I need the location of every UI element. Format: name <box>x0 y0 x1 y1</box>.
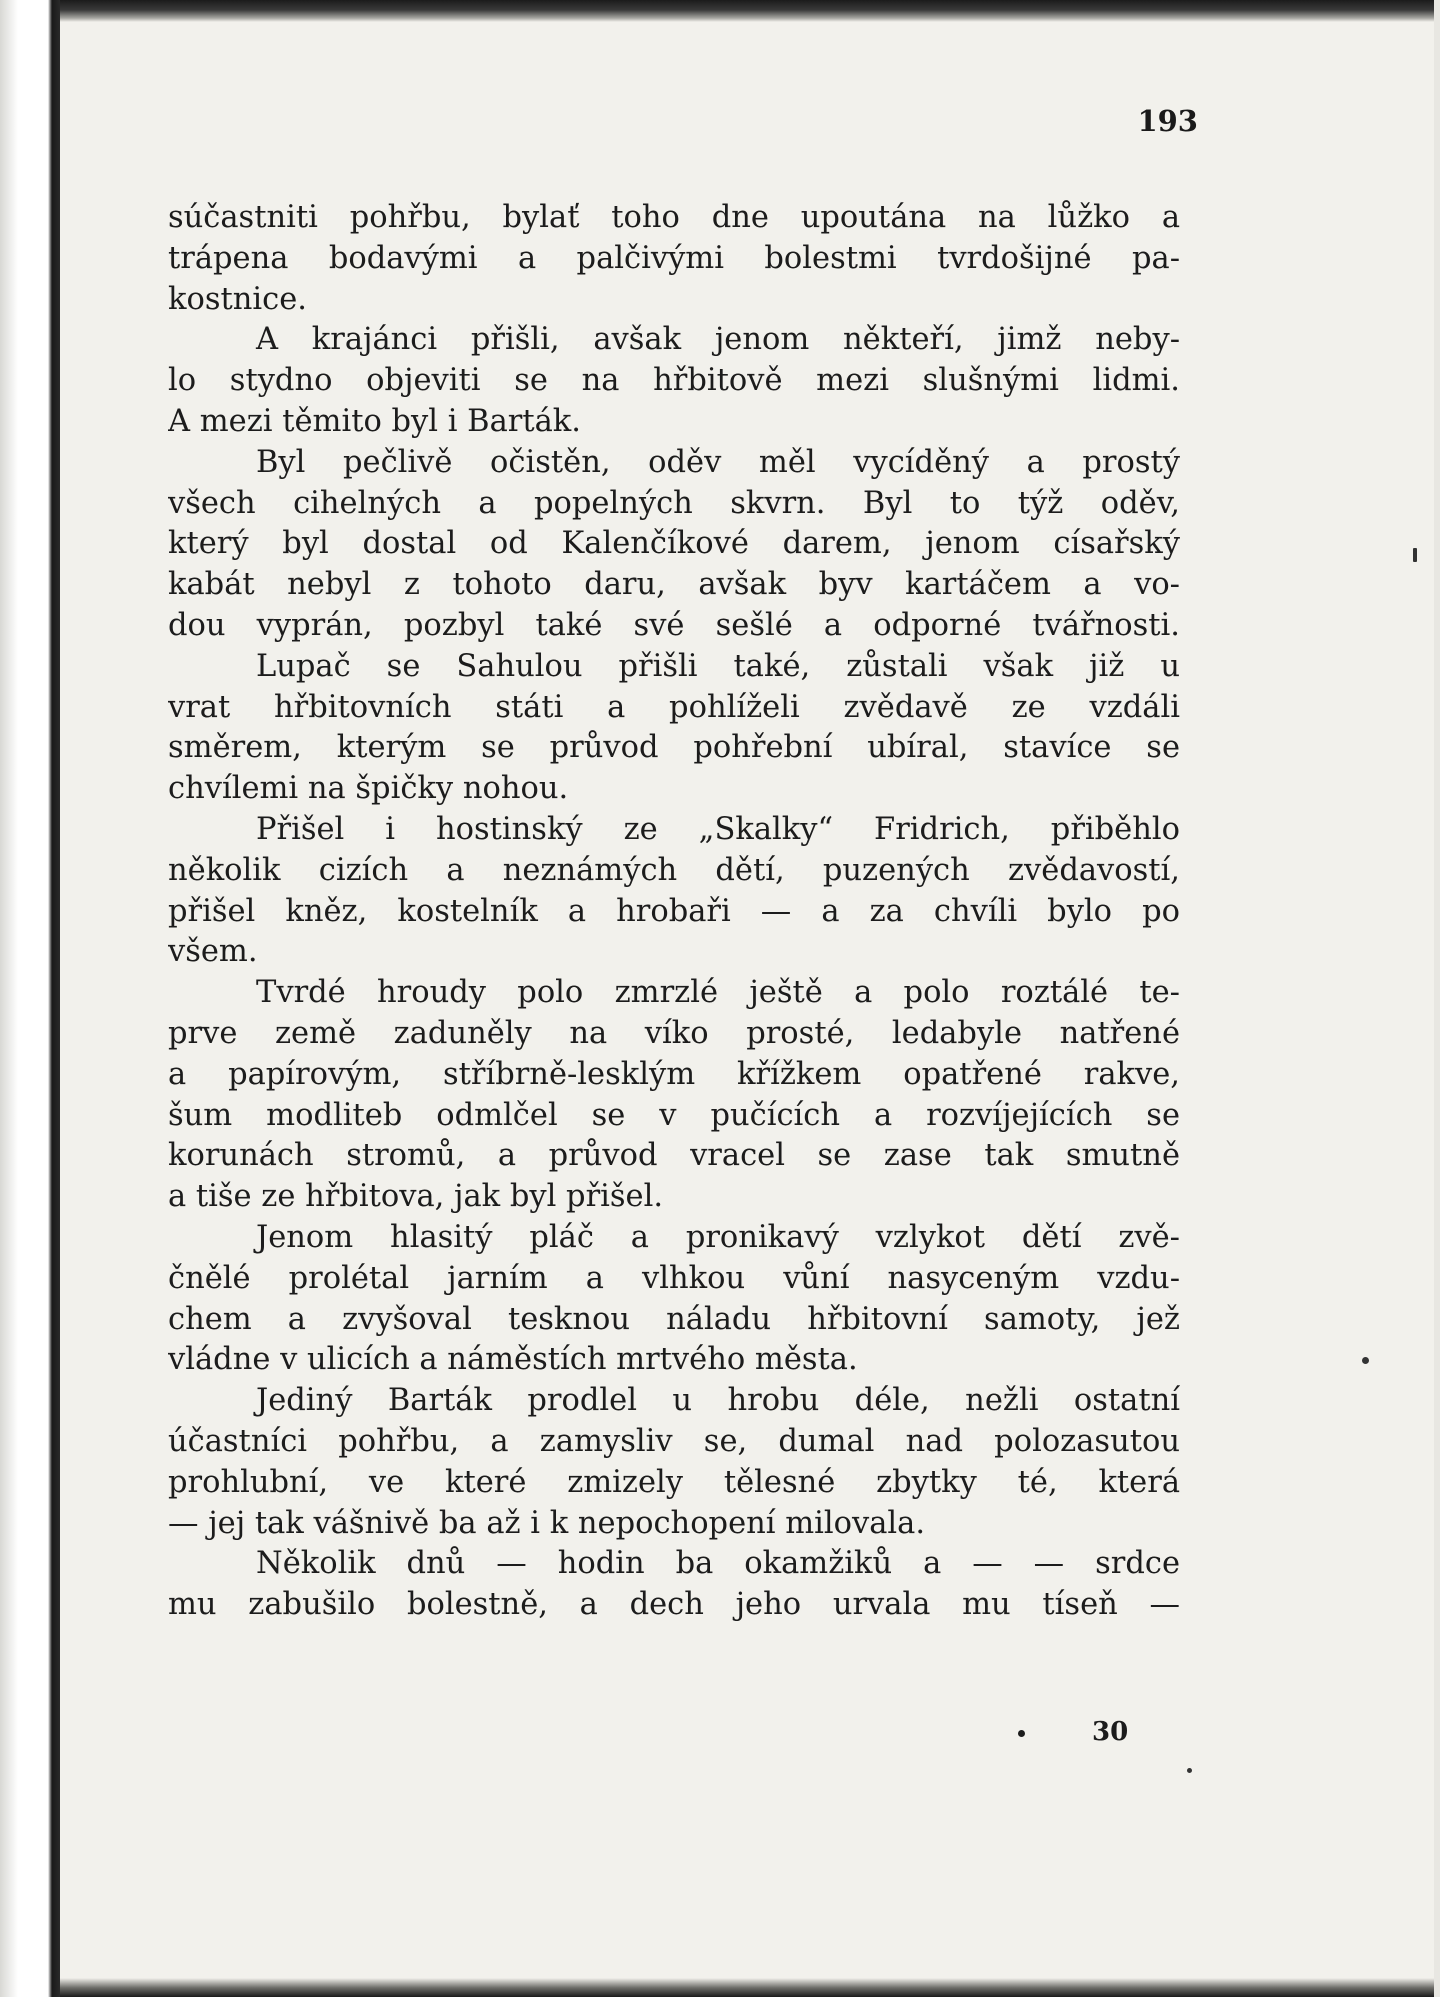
scan-right-edge <box>1434 0 1440 1997</box>
text-line: všech cihelných a popelných skvrn. Byl to týž oděv, <box>168 485 1180 521</box>
text-line: mu zabušilo bolestně, a dech jeho urvala mu tíseň — <box>168 1587 1180 1623</box>
text-line: kabát nebyl z tohoto daru, avšak byv kartáčem a vo- <box>168 567 1180 603</box>
text-line: lo stydno objeviti se na hřbitově mezi slušnými lidmi. <box>168 363 1180 399</box>
text-line: chem a zvyšoval tesknou náladu hřbitovní samoty, jež <box>168 1301 1180 1337</box>
scan-bottom-edge <box>60 1978 1440 1997</box>
text-line: kostnice. <box>168 281 307 317</box>
text-line: několik cizích a neznámých dětí, puzených zvědavostí, <box>168 852 1180 888</box>
printer-signature-mark <box>1018 1717 1129 1753</box>
text-line: přišel kněz, kostelník a hrobaři — a za chvíli bylo po <box>168 893 1180 929</box>
page-number: 193 <box>1137 104 1198 138</box>
text-line: vládne v ulicích a náměstích mrtvého města. <box>168 1342 858 1378</box>
text-line: Tvrdé hroudy polo zmrzlé ještě a polo roztálé te- <box>256 975 1180 1011</box>
text-line: Lupač se Sahulou přišli také, zůstali však již u <box>256 648 1180 684</box>
text-line: Jenom hlasitý pláč a pronikavý vzlykot dětí zvě- <box>256 1219 1180 1255</box>
body-text <box>168 198 1180 1626</box>
text-line: Jediný Barták prodlel u hrobu déle, nežli ostatní <box>256 1383 1180 1419</box>
scan-speck <box>1362 1357 1369 1364</box>
text-line: prve země zaduněly na víko prosté, ledabyle natřené <box>168 1015 1180 1051</box>
signature-number: 30 <box>1092 1717 1129 1747</box>
text-line: šum modliteb odmlčel se v pučících a rozvíjejících se <box>168 1097 1180 1133</box>
text-line: korunách stromů, a průvod vracel se zase tak smutně <box>168 1138 1180 1174</box>
text-line: který byl dostal od Kalenčíkové darem, jenom císařský <box>168 526 1180 562</box>
text-line: Přišel i hostinský ze „Skalky“ Fridrich, přiběhlo <box>256 811 1180 847</box>
text-line: prohlubní, ve které zmizely tělesné zbytky té, která <box>168 1464 1180 1500</box>
scan-speck <box>1187 1768 1192 1773</box>
text-line: a tiše ze hřbitova, jak byl přišel. <box>168 1179 664 1215</box>
text-line: Byl pečlivě očistěn, oděv měl vycíděný a prostý <box>256 444 1180 480</box>
text-line: — jej tak vášnivě ba až i k nepochopení milovala. <box>168 1505 926 1541</box>
text-line: a papírovým, stříbrně-lesklým křížkem opatřené rakve, <box>168 1056 1180 1092</box>
text-line: súčastniti pohřbu, bylať toho dne upoutána na lůžko a <box>168 200 1180 235</box>
scan-top-edge <box>60 0 1440 22</box>
text-line: Několik dnů — hodin ba okamžiků a — — srdce <box>256 1546 1180 1582</box>
text-line: trápena bodavými a palčivými bolestmi tvrdošijné pa- <box>168 240 1180 276</box>
text-line: A krajánci přišli, avšak jenom někteří, jimž neby- <box>256 322 1180 358</box>
scan-left-edge <box>0 0 60 1997</box>
text-line: vrat hřbitovních státi a pohlíželi zvědavě ze vzdáli <box>168 689 1180 725</box>
text-line: čnělé prolétal jarním a vlhkou vůní nasyceným vzdu- <box>168 1260 1180 1296</box>
text-line: účastníci pohřbu, a zamysliv se, dumal nad polozasutou <box>168 1423 1180 1459</box>
text-line: směrem, kterým se průvod pohřební ubíral, stavíce se <box>168 730 1180 766</box>
text-line: všem. <box>168 934 258 970</box>
text-line: dou vyprán, pozbyl také své sešlé a odporné tvářnosti. <box>168 607 1180 643</box>
text-line: A mezi těmito byl i Barták. <box>168 403 581 439</box>
signature-dot <box>1018 1730 1025 1737</box>
text-line: chvílemi na špičky nohou. <box>168 771 569 807</box>
scan-speck <box>1413 548 1417 562</box>
